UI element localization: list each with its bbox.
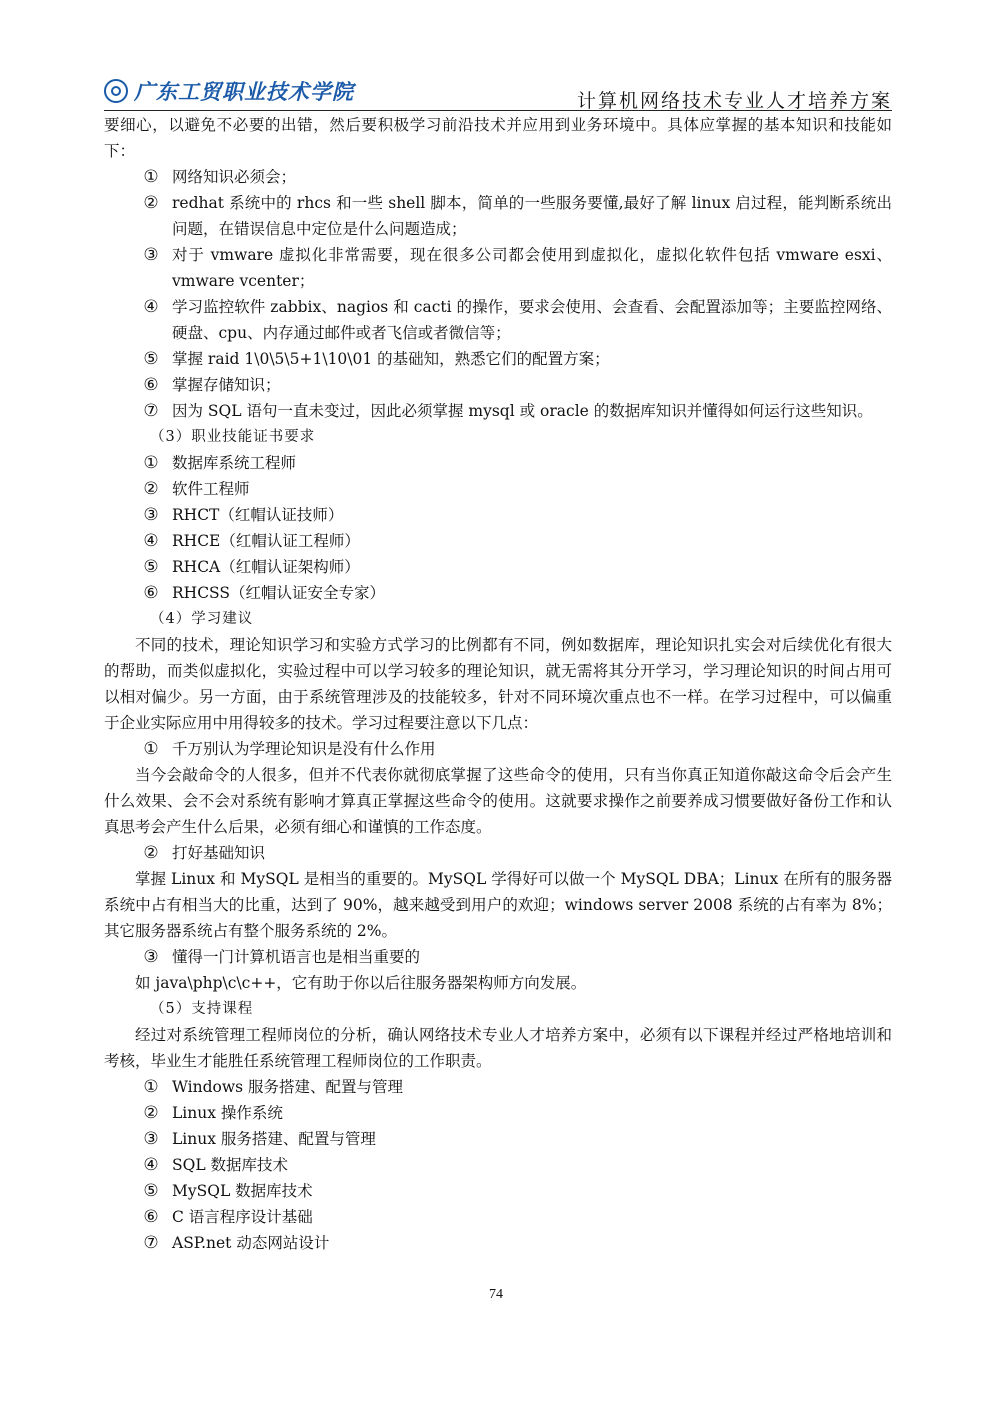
item-text: SQL 数据库技术	[172, 1156, 289, 1174]
list-item	[104, 1074, 892, 1100]
courses-paragraph: 经过对系统管理工程师岗位的分析，确认网络技术专业人才培养方案中，必须有以下课程并经过严格地培训和考核，毕业生才能胜任系统管理工程师岗位的工作职责。	[104, 1026, 892, 1070]
item-text: 打好基础知识	[172, 844, 266, 862]
list-item	[104, 580, 892, 606]
list-item	[104, 398, 892, 424]
list-item	[104, 294, 892, 346]
item-text: RHCA（红帽认证架构师）	[172, 558, 360, 576]
item-text: 对于 vmware 虚拟化非常需要，现在很多公司都会使用到虚拟化，虚拟化软件包括 vmware esxi、vmware vcenter；	[172, 246, 892, 290]
list-item	[104, 502, 892, 528]
item-number: ③	[143, 947, 159, 967]
list-item	[104, 554, 892, 580]
list-item	[104, 346, 892, 372]
knowledge-list	[104, 164, 892, 424]
list-item	[104, 1204, 892, 1230]
item-text: ASP.net 动态网站设计	[172, 1234, 330, 1252]
item-text: 数据库系统工程师	[172, 454, 297, 472]
item-number: ②	[143, 479, 159, 499]
item-number: ③	[143, 245, 159, 265]
course-list	[104, 1074, 892, 1256]
list-item	[104, 1178, 892, 1204]
section-heading-certificates: （3）职业技能证书要求	[150, 429, 316, 445]
item-text: RHCE（红帽认证工程师）	[172, 532, 360, 550]
list-item	[104, 1230, 892, 1256]
item-text: Linux 服务搭建、配置与管理	[172, 1130, 376, 1148]
advice-paragraph: 如 java\php\c\c++，它有助于你以后往服务器架构师方向发展。	[135, 974, 587, 992]
advice-paragraph: 掌握 Linux 和 MySQL 是相当的重要的。MySQL 学得好可以做一个 MySQL DBA；Linux 在所有的服务器系统中占有相当大的比重，达到了 90%，越来越受到用户的欢迎；windows server 2008 系统的占有率为 8%；其它服务器系统占有整个服务系统的 2%。	[104, 870, 892, 940]
list-item	[104, 528, 892, 554]
item-text: 因为 SQL 语句一直未变过，因此必须掌握 mysql 或 oracle 的数据库知识并懂得如何运行这些知识。	[172, 402, 873, 420]
item-text: C 语言程序设计基础	[172, 1208, 313, 1226]
advice-point	[104, 944, 892, 970]
item-text: 千万别认为学理论知识是没有什么作用	[172, 740, 436, 758]
item-text: MySQL 数据库技术	[172, 1182, 313, 1200]
item-number: ①	[143, 739, 159, 759]
page-number: 74	[489, 1287, 503, 1302]
item-number: ②	[143, 843, 159, 863]
section-heading-study-advice: （4）学习建议	[150, 611, 254, 627]
advice-point	[104, 736, 892, 762]
list-item	[104, 476, 892, 502]
item-number: ①	[143, 167, 159, 187]
list-item	[104, 1126, 892, 1152]
item-text: redhat 系统中的 rhcs 和一些 shell 脚本，简单的一些服务要懂,最好了解 linux 启过程，能判断系统出问题，在错误信息中定位是什么问题造成；	[172, 194, 892, 238]
item-number: ④	[143, 297, 159, 317]
item-text: 网络知识必须会；	[172, 168, 297, 186]
item-text: 懂得一门计算机语言也是相当重要的	[172, 948, 421, 966]
item-number: ⑤	[143, 349, 159, 369]
item-number: ④	[143, 531, 159, 551]
item-number: ③	[143, 1129, 159, 1149]
page-header	[104, 74, 892, 111]
advice-paragraph: 当今会敲命令的人很多，但并不代表你就彻底掌握了这些命令的使用，只有当你真正知道你敲这命令后会产生什么效果、会不会对系统有影响才算真正掌握这些命令的使用。这就要求操作之前要养成习惯要做好备份工作和认真思考会产生什么后果，必须有细心和谨慎的工作态度。	[104, 766, 892, 836]
item-text: Windows 服务搭建、配置与管理	[172, 1078, 404, 1096]
college-emblem-icon	[104, 79, 128, 103]
item-number: ⑤	[143, 1181, 159, 1201]
item-number: ⑦	[143, 1233, 159, 1253]
item-number: ⑦	[143, 401, 159, 421]
item-text: 学习监控软件 zabbix、nagios 和 cacti 的操作，要求会使用、会查看、会配置添加等；主要监控网络、硬盘、cpu、内存通过邮件或者飞信或者微信等；	[172, 298, 892, 342]
item-text: RHCT（红帽认证技师）	[172, 506, 344, 524]
intro-paragraph: 要细心，以避免不必要的出错，然后要积极学习前沿技术并应用到业务环境中。具体应掌握的基本知识和技能如下：	[104, 116, 892, 160]
certificate-list	[104, 450, 892, 606]
item-number: ②	[143, 1103, 159, 1123]
page-body	[104, 112, 892, 1256]
list-item	[104, 1100, 892, 1126]
document-title: 计算机网络技术专业人才培养方案	[576, 90, 892, 112]
college-logo	[104, 76, 354, 106]
item-number: ⑥	[143, 583, 159, 603]
item-text: Linux 操作系统	[172, 1104, 283, 1122]
list-item	[104, 164, 892, 190]
item-number: ⑥	[143, 1207, 159, 1227]
item-number: ⑥	[143, 375, 159, 395]
list-item	[104, 1152, 892, 1178]
item-number: ①	[143, 453, 159, 473]
item-text: 软件工程师	[172, 480, 250, 498]
item-text: RHCSS（红帽认证安全专家）	[172, 584, 386, 602]
item-number: ⑤	[143, 557, 159, 577]
list-item	[104, 190, 892, 242]
list-item	[104, 450, 892, 476]
item-number: ③	[143, 505, 159, 525]
advice-point	[104, 840, 892, 866]
study-advice-paragraph: 不同的技术，理论知识学习和实验方式学习的比例都有不同，例如数据库，理论知识扎实会对后续优化有很大的帮助，而类似虚拟化，实验过程中可以学习较多的理论知识，就无需将其分开学习，学习理论知识的时间占用可以相对偏少。另一方面，由于系统管理涉及的技能较多，针对不同环境次重点也不一样。在学习过程中，可以偏重于企业实际应用中用得较多的技术。学习过程要注意以下几点：	[104, 636, 892, 732]
item-number: ④	[143, 1155, 159, 1175]
list-item	[104, 242, 892, 294]
item-text: 掌握 raid 1\0\5\5+1\10\01 的基础知，熟悉它们的配置方案；	[172, 350, 610, 368]
item-text: 掌握存储知识；	[172, 376, 281, 394]
college-name: 广东工贸职业技术学院	[134, 79, 354, 104]
section-heading-courses: （5）支持课程	[150, 1001, 254, 1017]
item-number: ②	[143, 193, 159, 213]
item-number: ①	[143, 1077, 159, 1097]
list-item	[104, 372, 892, 398]
